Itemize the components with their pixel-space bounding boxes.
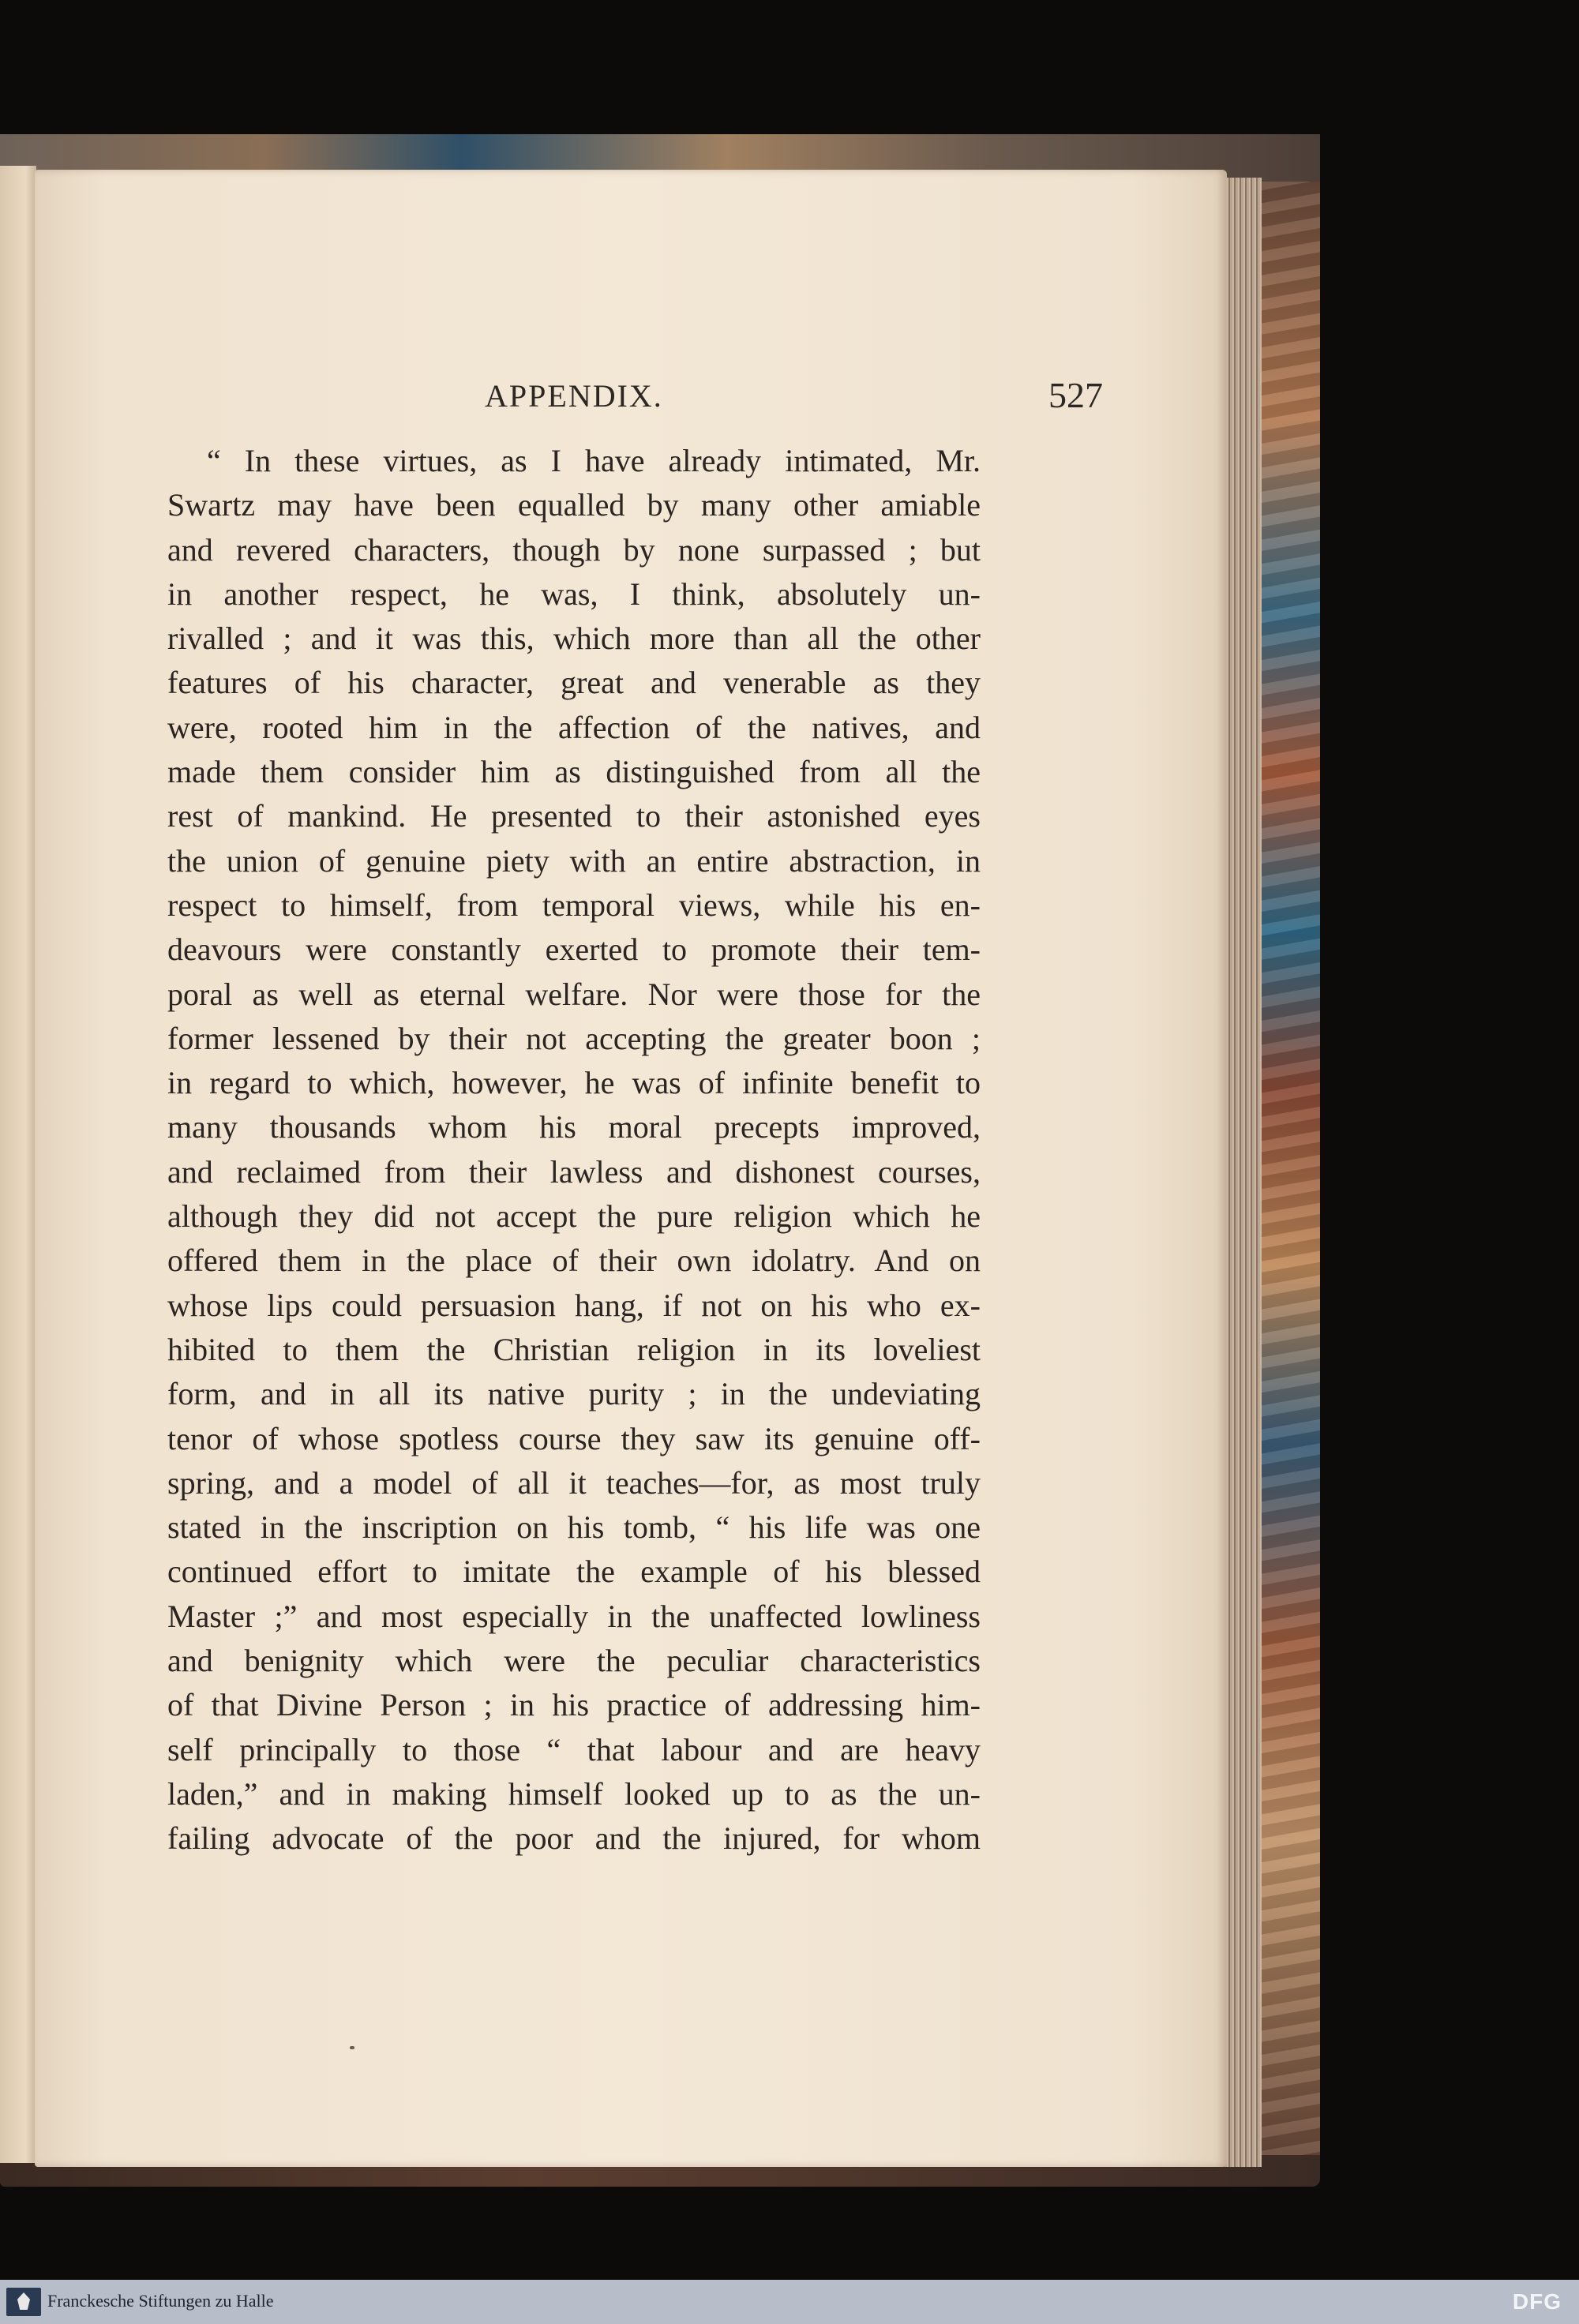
text-line: and benignity which were the peculiar characteristics xyxy=(167,1643,981,1679)
ink-speck xyxy=(350,2046,354,2049)
text-line: Master ;” and most especially in the unaffected lowliness xyxy=(167,1598,981,1634)
institution-name: Franckesche Stiftungen zu Halle xyxy=(47,2291,274,2311)
text-line: were, rooted him in the affection of the natives, and xyxy=(167,709,981,745)
text-line: self principally to those “ that labour and are heavy xyxy=(167,1731,981,1767)
text-line: poral as well as eternal welfare. Nor were those for the xyxy=(167,976,981,1012)
text-line: respect to himself, from temporal views, while his en- xyxy=(167,886,981,923)
text-line: laden,” and in making himself looked up to as the un- xyxy=(167,1775,981,1812)
text-line: form, and in all its native purity ; in the undeviating xyxy=(167,1376,981,1412)
text-line: made them consider him as distinguished from all the xyxy=(167,754,981,790)
text-line: failing advocate of the poor and the injured, for whom xyxy=(167,1820,981,1857)
text-line: and reclaimed from their lawless and dishonest courses, xyxy=(167,1153,981,1190)
text-line: rest of mankind. He presented to their astonished eyes xyxy=(167,798,981,834)
text-line: deavours were constantly exerted to promote their tem- xyxy=(167,931,981,968)
text-line: many thousands whom his moral precepts improved, xyxy=(167,1109,981,1145)
footer-bar xyxy=(0,2280,1579,2324)
text-line: stated in the inscription on his tomb, “ his life was one xyxy=(167,1509,981,1546)
text-line: in another respect, he was, I think, absolutely un- xyxy=(167,575,981,612)
text-line: offered them in the place of their own idolatry. And on xyxy=(167,1243,981,1279)
text-line: in regard to which, however, he was of infinite benefit to xyxy=(167,1065,981,1101)
text-line: features of his character, great and venerable as they xyxy=(167,665,981,701)
institution-logo-icon xyxy=(6,2288,41,2316)
dfg-logo: DFG xyxy=(1512,2289,1562,2314)
text-line: although they did not accept the pure religion which he xyxy=(167,1198,981,1235)
text-line: Swartz may have been equalled by many other amiable xyxy=(167,487,981,523)
facing-page-sliver xyxy=(0,166,36,2163)
running-head: APPENDIX. xyxy=(485,378,663,414)
text-line: spring, and a model of all it teaches—for, as most truly xyxy=(167,1464,981,1501)
page-number: 527 xyxy=(1048,375,1103,415)
text-line: the union of genuine piety with an entire abstraction, in xyxy=(167,842,981,879)
body-text xyxy=(167,439,981,1861)
text-line: whose lips could persuasion hang, if not on his who ex- xyxy=(167,1287,981,1323)
text-line: “ In these virtues, as I have already intimated, Mr. xyxy=(207,443,981,478)
text-line: continued effort to imitate the example of his blessed xyxy=(167,1554,981,1590)
text-line: former lessened by their not accepting the greater boon ; xyxy=(167,1020,981,1056)
text-line: rivalled ; and it was this, which more than all the other xyxy=(167,620,981,657)
text-line: and revered characters, though by none surpassed ; but xyxy=(167,531,981,568)
text-line: tenor of whose spotless course they saw its genuine off- xyxy=(167,1420,981,1456)
text-line: of that Divine Person ; in his practice of addressing him- xyxy=(167,1687,981,1723)
text-line: hibited to them the Christian religion in its loveliest xyxy=(167,1331,981,1367)
